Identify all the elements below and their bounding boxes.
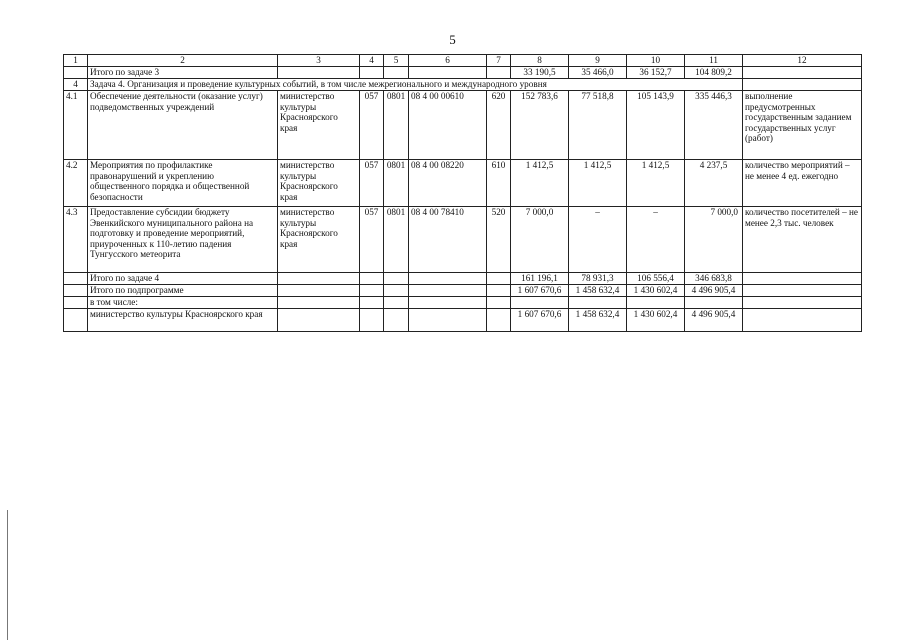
col-header: 2 (88, 55, 278, 67)
cell-number: 4.3 (64, 207, 88, 273)
cell-value: – (569, 207, 627, 273)
cell-rzpr (384, 297, 409, 309)
cell-number (64, 309, 88, 332)
cell-value: 1 430 602,4 (627, 309, 685, 332)
cell-ministry (278, 67, 360, 79)
cell-value: 1 412,5 (511, 160, 569, 207)
col-header: 1 (64, 55, 88, 67)
cell-value: 161 196,1 (511, 273, 569, 285)
cell-csr (409, 309, 487, 332)
col-header: 5 (384, 55, 409, 67)
cell-grbs (360, 297, 384, 309)
cell-grbs (360, 273, 384, 285)
cell-value: 36 152,7 (627, 67, 685, 79)
cell-value: 1 458 632,4 (569, 285, 627, 297)
cell-vr: 610 (487, 160, 511, 207)
cell-ministry: министерство культуры Красноярского края (278, 207, 360, 273)
cell-value: 78 931,3 (569, 273, 627, 285)
cell-csr: 08 4 00 78410 (409, 207, 487, 273)
cell-name: Предоставление субсидии бюджету Эвенкийского муниципального района на подготовку и проведение мероприятий, приуроченных к 110-летию падения Тунгусского метеорита (88, 207, 278, 273)
page-number: 5 (449, 32, 456, 47)
cell-number: 4 (64, 79, 88, 91)
cell-name: в том числе: (88, 297, 278, 309)
cell-ministry (278, 285, 360, 297)
cell-number (64, 273, 88, 285)
cell-vr: 620 (487, 91, 511, 160)
cell-rzpr (384, 273, 409, 285)
col-header: 11 (685, 55, 743, 67)
cell-value (511, 297, 569, 309)
cell-number: 4.1 (64, 91, 88, 160)
cell-csr (409, 273, 487, 285)
cell-value: 1 430 602,4 (627, 285, 685, 297)
table-row (64, 67, 862, 79)
cell-rzpr: 0801 (384, 207, 409, 273)
cell-ministry: министерство культуры Красноярского края (278, 160, 360, 207)
table-row (64, 285, 862, 297)
col-header: 9 (569, 55, 627, 67)
cell-grbs: 057 (360, 207, 384, 273)
cell-grbs: 057 (360, 160, 384, 207)
cell-number: 4.2 (64, 160, 88, 207)
cell-value: 335 446,3 (685, 91, 743, 160)
cell-csr: 08 4 00 08220 (409, 160, 487, 207)
cell-rzpr: 0801 (384, 160, 409, 207)
col-header: 4 (360, 55, 384, 67)
cell-value: 4 496 905,4 (685, 309, 743, 332)
cell-value: 35 466,0 (569, 67, 627, 79)
table-row (64, 91, 862, 160)
cell-result (743, 297, 862, 309)
cell-name: Итого по задаче 3 (88, 67, 278, 79)
cell-value: 105 143,9 (627, 91, 685, 160)
cell-vr (487, 273, 511, 285)
cell-result (743, 309, 862, 332)
task-heading: Задача 4. Организация и проведение культурных событий, в том числе межрегионального и международного уровня (88, 79, 743, 91)
cell-grbs (360, 309, 384, 332)
cell-vr (487, 67, 511, 79)
cell-value: – (627, 207, 685, 273)
cell-value: 106 556,4 (627, 273, 685, 285)
cell-grbs (360, 285, 384, 297)
cell-value: 1 607 670,6 (511, 309, 569, 332)
col-header: 12 (743, 55, 862, 67)
cell-name: Итого по подпрограмме (88, 285, 278, 297)
cell-value: 1 412,5 (627, 160, 685, 207)
cell-value (685, 297, 743, 309)
cell-value (569, 297, 627, 309)
col-header: 6 (409, 55, 487, 67)
cell-name: Обеспечение деятельности (оказание услуг) подведомственных учреждений (88, 91, 278, 160)
cell-rzpr: 0801 (384, 91, 409, 160)
header-row (64, 55, 862, 67)
table-row (64, 309, 862, 332)
cell-ministry (278, 297, 360, 309)
cell-value: 1 412,5 (569, 160, 627, 207)
cell-value: 4 496 905,4 (685, 285, 743, 297)
cell-value: 77 518,8 (569, 91, 627, 160)
cell-result (743, 273, 862, 285)
col-header: 3 (278, 55, 360, 67)
cell-value: 346 683,8 (685, 273, 743, 285)
table-row (64, 207, 862, 273)
col-header: 10 (627, 55, 685, 67)
cell-value: 104 809,2 (685, 67, 743, 79)
scan-margin-line (7, 510, 8, 640)
cell-rzpr (384, 67, 409, 79)
cell-vr: 520 (487, 207, 511, 273)
cell-csr: 08 4 00 00610 (409, 91, 487, 160)
table-row (64, 79, 862, 91)
cell-result (743, 67, 862, 79)
cell-result: количество мероприятий – не менее 4 ед. ежегодно (743, 160, 862, 207)
cell-csr (409, 297, 487, 309)
cell-rzpr (384, 285, 409, 297)
cell-value: 7 000,0 (685, 207, 743, 273)
cell-vr (487, 297, 511, 309)
table-row (64, 160, 862, 207)
cell-number (64, 285, 88, 297)
col-header: 7 (487, 55, 511, 67)
cell-number (64, 297, 88, 309)
cell-ministry (278, 273, 360, 285)
col-header: 8 (511, 55, 569, 67)
cell-name: Итого по задаче 4 (88, 273, 278, 285)
cell-result: количество посетителей – не менее 2,3 тыс. человек (743, 207, 862, 273)
cell-name: Мероприятия по профилактике правонарушений и укреплению общественного порядка и общественной безопасности (88, 160, 278, 207)
cell-csr (409, 67, 487, 79)
table-row (64, 297, 862, 309)
cell-value: 33 190,5 (511, 67, 569, 79)
cell-csr (409, 285, 487, 297)
cell-rzpr (384, 309, 409, 332)
cell-value: 4 237,5 (685, 160, 743, 207)
cell-vr (487, 309, 511, 332)
cell-vr (487, 285, 511, 297)
cell-result (743, 285, 862, 297)
cell-value: 152 783,6 (511, 91, 569, 160)
cell-ministry: министерство культуры Красноярского края (278, 91, 360, 160)
cell-name: министерство культуры Красноярского края (88, 309, 278, 332)
cell-grbs: 057 (360, 91, 384, 160)
cell-value: 1 458 632,4 (569, 309, 627, 332)
table-row (64, 273, 862, 285)
cell-value (627, 297, 685, 309)
cell-result (743, 79, 862, 91)
cell-number (64, 67, 88, 79)
budget-table (63, 54, 862, 332)
cell-grbs (360, 67, 384, 79)
cell-value: 1 607 670,6 (511, 285, 569, 297)
cell-result: выполнение предусмотренных государственным заданием государственных услуг (работ) (743, 91, 862, 160)
cell-ministry (278, 309, 360, 332)
cell-value: 7 000,0 (511, 207, 569, 273)
